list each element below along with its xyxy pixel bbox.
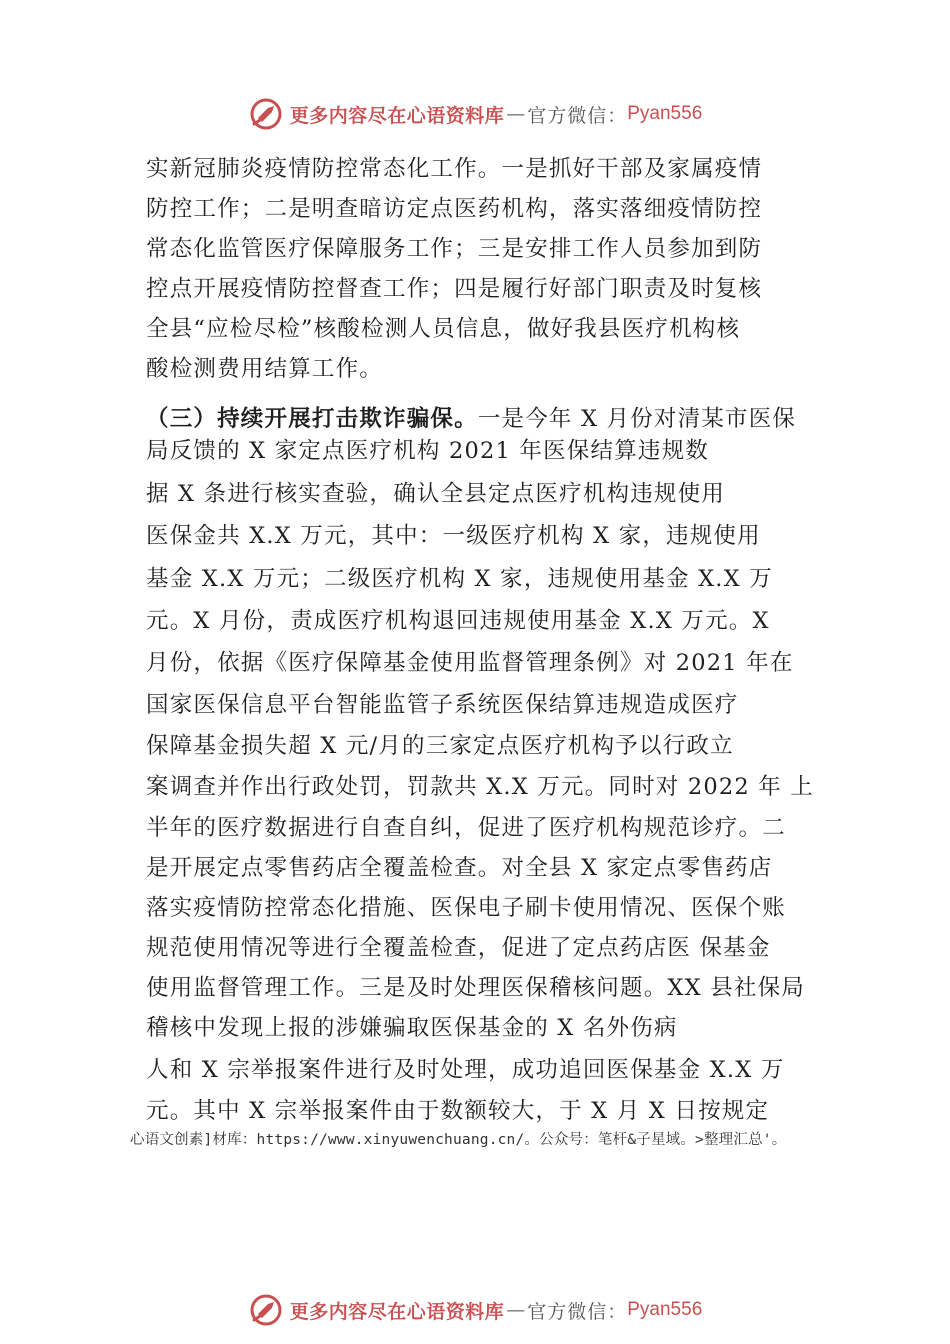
footer-brand: 更多内容尽在心语资料库 bbox=[289, 1300, 505, 1323]
logo-icon bbox=[248, 1292, 284, 1328]
header-wechat-label: 官方微信： bbox=[527, 104, 628, 127]
section-line-2: 据 X 条进行核实查验，确认全县定点医疗机构违规使用 bbox=[146, 481, 726, 507]
section-line-11: 是开展定点零售药店全覆盖检查。对全县 X 家定点零售药店 bbox=[146, 855, 773, 881]
section-line-4: 基金 X.X 万元；二级医疗机构 X 家，违规使用基金 X.X 万 bbox=[146, 566, 773, 592]
section-line-14: 使用监督管理工作。三是及时处理医保稽核问题。XX 县社保局 bbox=[146, 975, 805, 1001]
footer-separator: — bbox=[506, 1299, 526, 1321]
body-line-4: 控点开展疫情防控督查工作；四是履行好部门职责及时复核 bbox=[146, 276, 763, 302]
body-line-3: 常态化监管医疗保障服务工作；三是安排工作人员参加到防 bbox=[146, 236, 763, 262]
section-line-15: 稽核中发现上报的涉嫌骗取医保基金的 X 名外伤病 bbox=[146, 1015, 678, 1041]
section-heading: （三）持续开展打击欺诈骗保。 bbox=[146, 406, 478, 432]
footer-source-note: 心语文创素]材库：https://www.xinyuwenchuang.cn/。公众号：笔杆&子星域。>整理汇总'。 bbox=[130, 1132, 787, 1148]
footer-wechat-label: 官方微信： bbox=[527, 1300, 628, 1323]
footer-wechat-id: Pyan556 bbox=[627, 1299, 703, 1320]
body-line-1: 实新冠肺炎疫情防控常态化工作。一是抓好干部及家属疫情 bbox=[146, 156, 763, 182]
section-line-6: 月份，依据《医疗保障基金使用监督管理条例》对 2021 年在 bbox=[146, 650, 794, 676]
header-brand: 更多内容尽在心语资料库 bbox=[289, 104, 505, 127]
header-wechat-id: Pyan556 bbox=[627, 103, 703, 124]
section-line-10: 半年的医疗数据进行自查自纠，促进了医疗机构规范诊疗。二 bbox=[146, 815, 786, 841]
section-line-16: 人和 X 宗举报案件进行及时处理，成功追回医保基金 X.X 万 bbox=[146, 1057, 785, 1083]
section-line-1: 局反馈的 X 家定点医疗机构 2021 年医保结算违规数 bbox=[146, 438, 709, 464]
footer-banner bbox=[0, 1290, 950, 1330]
section-line-17: 元。其中 X 宗举报案件由于数额较大，于 X 月 X 日按规定 bbox=[146, 1098, 770, 1124]
section-line-5: 元。X 月份，责成医疗机构退回违规使用基金 X.X 万元。X bbox=[146, 608, 770, 634]
section-line-3: 医保金共 X.X 万元，其中：一级医疗机构 X 家，违规使用 bbox=[146, 523, 761, 549]
section-line-7: 国家医保信息平台智能监管子系统医保结算违规造成医疗 bbox=[146, 692, 739, 718]
body-line-6: 酸检测费用结算工作。 bbox=[146, 356, 384, 382]
header-banner bbox=[0, 94, 950, 134]
logo-icon bbox=[248, 96, 284, 132]
header-separator: — bbox=[506, 103, 526, 125]
section-line-13: 规范使用情况等进行全覆盖检查，促进了定点药店医 保基金 bbox=[146, 935, 771, 961]
body-line-2: 防控工作；二是明查暗访定点医药机构，落实落细疫情防控 bbox=[146, 196, 763, 222]
section-line-9: 案调查并作出行政处罚，罚款共 X.X 万元。同时对 2022 年 上 bbox=[146, 774, 815, 800]
section-heading-line bbox=[146, 404, 796, 434]
section-line-8: 保障基金损失超 X 元/月的三家定点医疗机构予以行政立 bbox=[146, 733, 734, 759]
body-line-5: 全县“应检尽检”核酸检测人员信息，做好我县医疗机构核 bbox=[146, 316, 741, 342]
section-line-12: 落实疫情防控常态化措施、医保电子刷卡使用情况、医保个账 bbox=[146, 895, 786, 921]
section-heading-rest: 一是今年 X 月份对清某市医保 bbox=[477, 406, 797, 432]
